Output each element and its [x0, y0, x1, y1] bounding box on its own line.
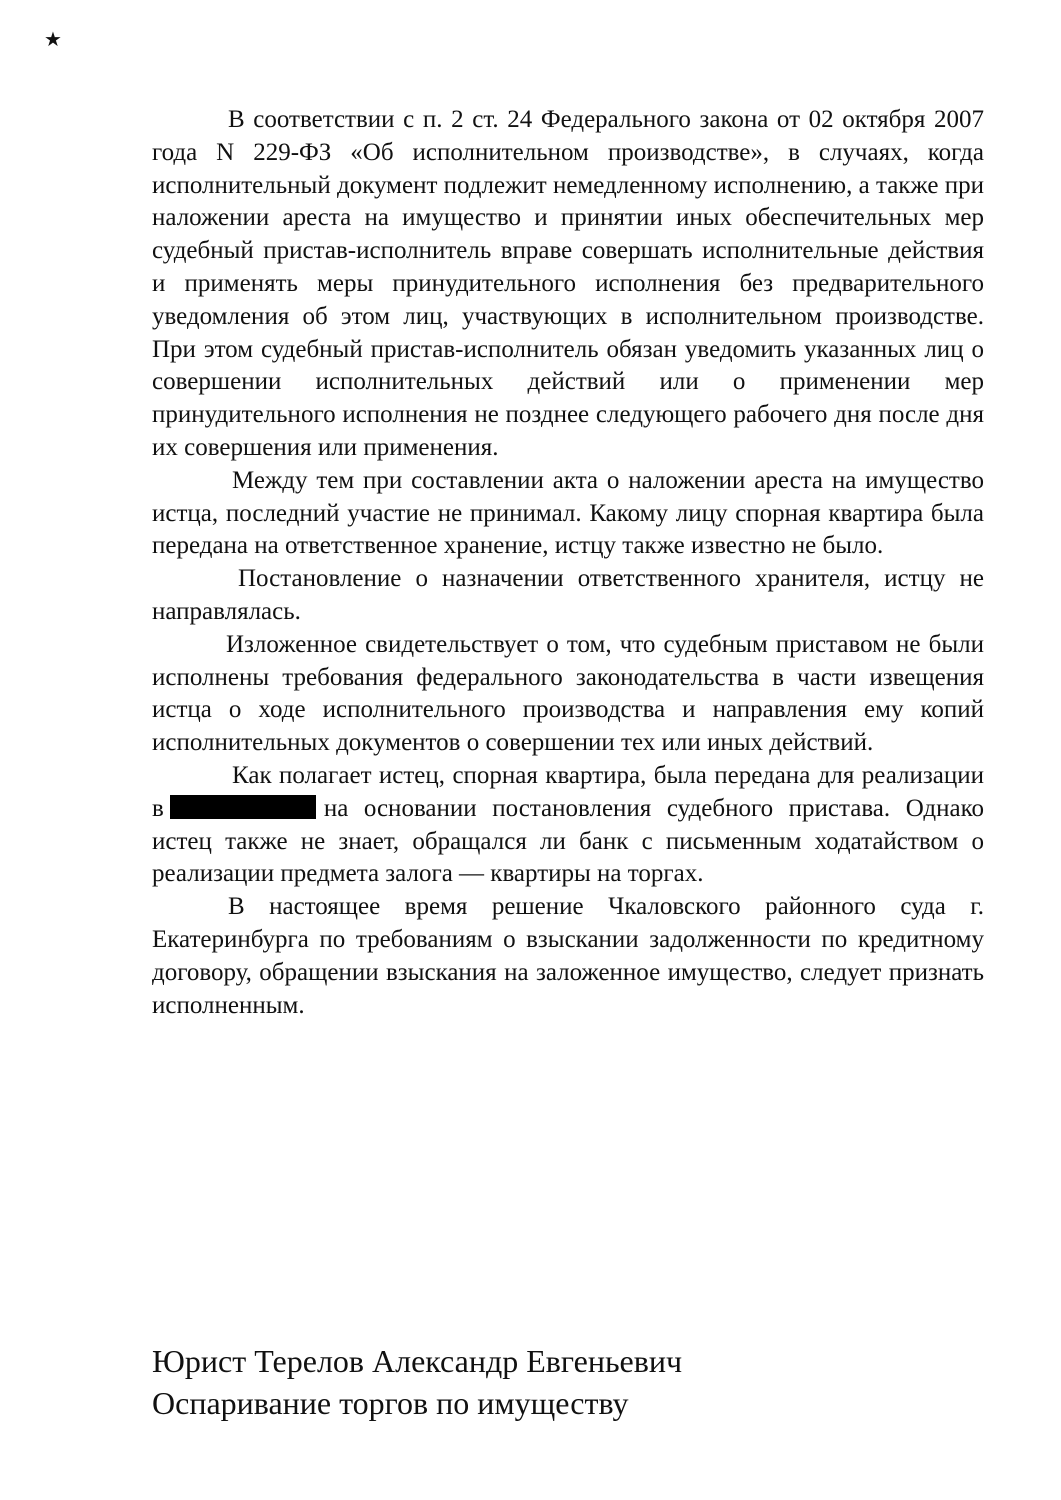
signature-name: Юрист Терелов Александр Евгеньевич [152, 1343, 683, 1379]
signature-subject: Оспаривание торгов по имуществу [152, 1385, 629, 1421]
paragraph-5-after-redaction: на основании постановления судебного пристава. Однако истец также не знает, обращался ли банк с письменным ходатайством о реализации предмета залога — квартиры на торгах. [152, 794, 984, 888]
redacted-block [170, 795, 316, 819]
signature-block [152, 1340, 972, 1424]
paragraph-6: В настоящее время решение Чкаловского районного суда г. Екатеринбурга по требованиям о взыскании задолженности по кредитному договору, обращении взыскания на заложенное имущество, следует признать исполненным. [152, 893, 984, 1019]
paragraph-3: Постановление о назначении ответственного хранителя, истцу не направлялась. [152, 565, 984, 625]
paragraph-4: Изложенное свидетельствует о том, что судебным приставом не были исполнены требования федерального законодательства в части извещения истца о ходе исполнительного производства и направления ему копий исполнительных документов о совершении тех или иных действий. [152, 630, 984, 757]
paragraph-5 [152, 760, 984, 891]
paragraph-1: В соответствии с п. 2 ст. 24 Федерального закона от 02 октября 2007 года N 229-ФЗ «Об исполнительном производстве», в случаях, когда исполнительный документ подлежит немедленному исполнению, а также при наложении ареста на имущество и принятии иных обеспечительных мер судебный пристав-исполнитель вправе совершать исполнительные действия и применять меры принудительного исполнения без предварительного уведомления об этом лиц, участвующих в исполнительном производстве. При этом судебный пристав-исполнитель обязан уведомить указанных лиц о совершении исполнительных действий или о применении мер принудительного исполнения не позднее следующего рабочего дня после дня их совершения или применения. [152, 106, 984, 461]
document-body [152, 104, 984, 1022]
paragraph-2: Между тем при составлении акта о наложении ареста на имущество истца, последний участие не принимал. Какому лицу спорная квартира была передана на ответственное хранение, истцу также известно не было. [152, 466, 984, 560]
corner-star-mark: ★ [44, 29, 62, 51]
paragraph-5-before-redaction: Как полагает истец, спорная квартира, была передана для реализации в [152, 761, 984, 822]
